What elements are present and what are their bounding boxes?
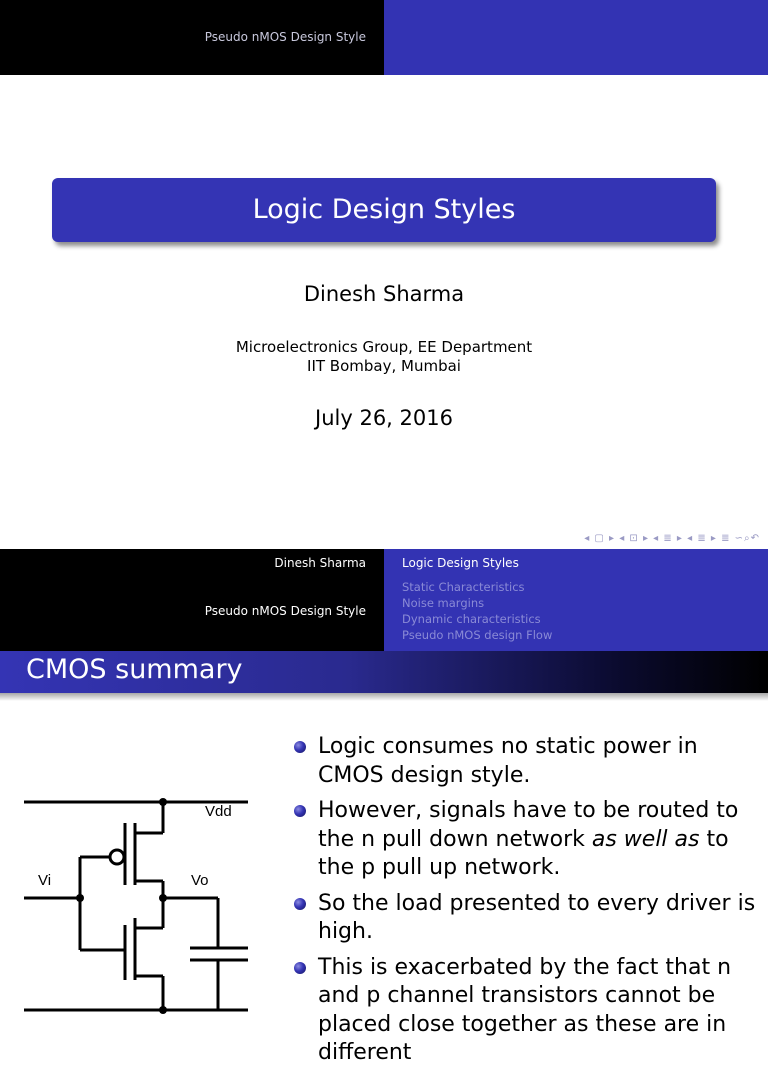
header-subsection-static[interactable]: Static Characteristics — [402, 580, 525, 594]
bullet-icon — [294, 741, 306, 753]
slide1-header-section: Pseudo nMOS Design Style — [204, 30, 366, 44]
frame-title: CMOS summary — [26, 654, 243, 685]
navigation-symbols[interactable]: ◂ ▢ ▸ ◂ ⊡ ▸ ◂ ≣ ▸ ◂ ≣ ▸ ≣ ∽⌕↶ — [584, 533, 760, 544]
institute-line-2: IIT Bombay, Mumbai — [307, 357, 461, 375]
bullet-icon — [294, 805, 306, 817]
institute-line-1: Microelectronics Group, EE Department — [235, 338, 533, 356]
header-author[interactable]: Dinesh Sharma — [274, 556, 366, 570]
bullet-item: However, signals have to be routed to the n pull down network as well as to the p pull up network. — [294, 797, 764, 883]
header-active-subsection[interactable]: Logic Design Styles — [402, 556, 519, 570]
bullet-item: Logic consumes no static power in CMOS design style. — [294, 733, 764, 790]
bullet-item: This is exacerbated by the fact that n and p channel transistors cannot be placed close together as these are in different — [294, 954, 764, 1068]
pmos-gate-bubble — [110, 850, 124, 864]
bullet-item: So the load presented to every driver is high. — [294, 890, 764, 947]
author-name: Dinesh Sharma — [303, 282, 465, 306]
presentation-date: July 26, 2016 — [315, 406, 453, 430]
header-subsection-flow[interactable]: Pseudo nMOS design Flow — [402, 628, 553, 642]
junction-dots — [76, 798, 167, 1014]
presentation-title: Logic Design Styles — [252, 194, 516, 225]
header-section[interactable]: Pseudo nMOS Design Style — [204, 604, 366, 618]
circuit-wires — [24, 802, 248, 1010]
header-subsection-dynamic[interactable]: Dynamic characteristics — [402, 612, 541, 626]
vdd-label: Vdd — [205, 803, 232, 820]
bullet-icon — [294, 962, 306, 974]
bullet-list — [294, 733, 764, 1075]
vi-label: Vi — [38, 872, 52, 889]
cmos-inverter-circuit — [0, 780, 290, 1024]
frame-title-shadow — [0, 693, 768, 701]
slide1-header-right — [384, 0, 768, 75]
header-subsection-noise[interactable]: Noise margins — [402, 596, 485, 610]
bullet-icon — [294, 898, 306, 910]
vo-label: Vo — [191, 872, 209, 889]
